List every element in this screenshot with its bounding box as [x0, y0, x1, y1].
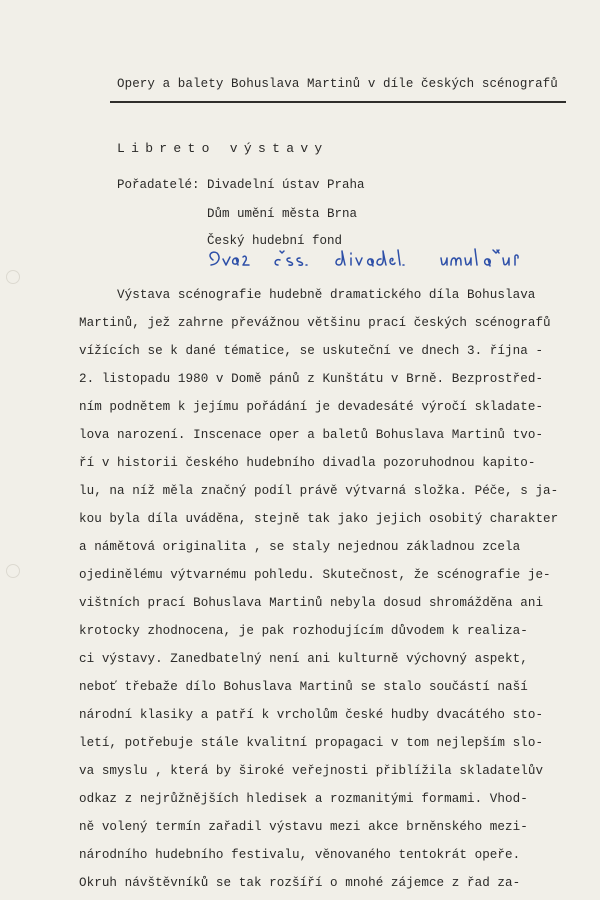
document-title: Opery a balety Bohuslava Martinů v díle českých scénografů: [117, 77, 558, 91]
handwritten-note: [205, 240, 555, 280]
body-line: ci výstavy. Zanedbatelný není ani kulturně výchovný aspekt,: [79, 652, 528, 666]
body-line: ně volený termín zařadil výstavu mezi akce brněnského mezi-: [79, 820, 528, 834]
body-line: ojedinělému výtvarnému pohledu. Skutečnost, že scénografie je-: [79, 568, 551, 582]
organizer-item: Divadelní ústav Praha: [207, 178, 365, 192]
body-line: vištních prací Bohuslava Martinů nebyla dosud shromážděna ani: [79, 596, 544, 610]
body-line: odkaz z nejrůžnějších hledisek a rozmanitými formami. Vhod-: [79, 792, 528, 806]
punch-hole-mark: [6, 564, 20, 578]
body-line: ním podnětem k jejímu pořádání je devadesáté výročí skladate-: [79, 400, 544, 414]
punch-hole-mark: [6, 270, 20, 284]
body-line: národní klasiky a patří k vrcholům české hudby dvacátého sto-: [79, 708, 544, 722]
body-line: národního hudebního festivalu, věnovaného tentokrát opeře.: [79, 848, 521, 862]
body-line: vížících se k dané tématice, se uskuteční ve dnech 3. října -: [79, 344, 544, 358]
organizer-item: Dům umění města Brna: [207, 207, 358, 221]
body-line: lu, na níž měla značný podíl právě výtvarná složka. Péče, s ja-: [79, 484, 559, 498]
body-line: krotocky zhodnocena, je pak rozhodujícím důvodem k realiza-: [79, 624, 528, 638]
organizer-item: Český hudební fond: [207, 234, 343, 248]
title-underline: [110, 101, 566, 103]
document-subtitle: Libreto výstavy: [117, 141, 329, 156]
organizers-label: Pořadatelé:: [117, 178, 200, 192]
body-line: Okruh návštěvníků se tak rozšíří o mnohé zájemce z řad za-: [79, 876, 521, 890]
body-line: a námětová originalita , se staly nejednou základnou zcela: [79, 540, 521, 554]
body-line: Martinů, jež zahrne převážnou většinu prací českých scénografů: [79, 316, 551, 330]
body-line: lova narození. Inscenace oper a baletů Bohuslava Martinů tvo-: [79, 428, 544, 442]
body-line: kou byla díla uváděna, stejně tak jako jejich osobitý charakter: [79, 512, 559, 526]
body-line: 2. listopadu 1980 v Domě pánů z Kunštátu v Brně. Bezprostřed-: [79, 372, 544, 386]
body-line: va smyslu , která by široké veřejnosti přiblížila skladatelův: [79, 764, 544, 778]
body-line: letí, potřebuje stále kvalitní propagaci v tom nejlepším slo-: [79, 736, 544, 750]
body-line: ří v historii českého hudebního divadla pozoruhodnou kapito-: [79, 456, 536, 470]
body-line: neboť třebaže dílo Bohuslava Martinů se stalo součástí naší: [79, 680, 528, 694]
body-line: Výstava scénografie hudebně dramatického díla Bohuslava: [117, 288, 536, 302]
